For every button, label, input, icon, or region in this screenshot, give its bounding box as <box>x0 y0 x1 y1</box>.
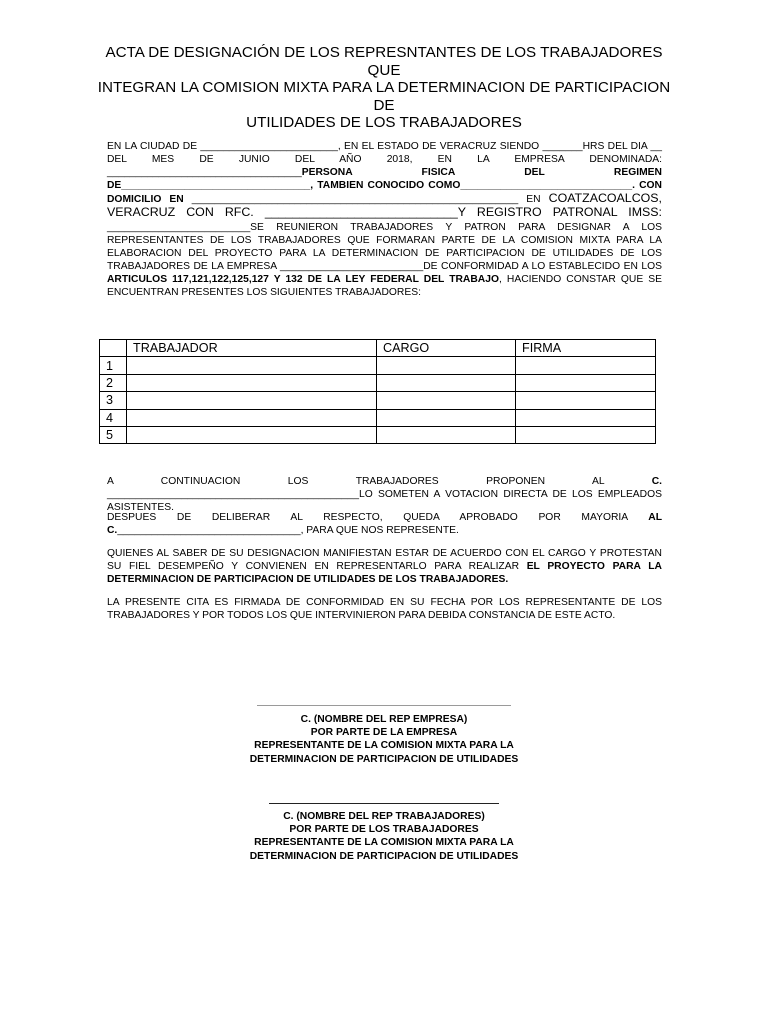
company-rep-role-2: DETERMINACION DE PARTICIPACION DE UTILIDADES <box>249 753 519 765</box>
cargo-cell[interactable] <box>377 392 516 409</box>
trabajador-cell[interactable] <box>127 357 377 374</box>
cargo-cell[interactable] <box>377 374 516 391</box>
closing-paragraph: LA PRESENTE CITA ES FIRMADA DE CONFORMIDAD EN SU FECHA POR LOS REPRESENTANTE DE LOS TRABAJADORES Y POR TODOS LOS QUE INTERVINIERON PARA DEBIDA CONSTANCIA DE ESTE ACTO. <box>107 597 662 622</box>
intro-text-4: , HACIENDO CONSTAR QUE SE ENCUENTRAN PRESENTES LOS SIGUIENTES TRABAJADORES: <box>107 273 662 299</box>
intro-text-1: EN LA CIUDAD DE ________________________, EN EL ESTADO DE VERACRUZ SIENDO _______HRS DEL DIA __ DEL MES DE JUNIO DEL AÑO 2018, EN LA EMPRESA DENOMINADA: __________________________________ <box>107 141 662 179</box>
accept-text: QUIENES AL SABER DE SU DESIGNACION MANIFIESTAN ESTAR DE ACUERDO CON EL CARGO Y PROTESTAN SU FIEL DESEMPEÑO Y CONVIENEN EN REPRESENTARLO PARA REALIZAR <box>107 548 662 573</box>
trabajador-cell[interactable] <box>127 426 377 443</box>
table-header-row <box>100 340 656 357</box>
workers-signature-block <box>200 810 568 863</box>
company-rep-party: POR PARTE DE LA EMPRESA <box>310 727 458 739</box>
intro-text-3: _________________________SE REUNIERON TRABAJADORES Y PATRON PARA DESIGNAR A LOS REPRESENTANTES DE LOS TRABAJADORES QUE FORMARAN PARTE DE LA COMISION MIXTA PARA LA ELABORACION DEL PROYECTO PARA LA DETERMINACION DE PARTICIPACION DE UTILIDADES DE LOS TRABAJADORES DE LA EMPRESA _________________________DE CONFORMIDAD A LO ESTABLECIDO EN LOS <box>107 221 662 272</box>
table-row <box>100 374 656 391</box>
row-number: 2 <box>100 374 127 391</box>
intro-bold-1: PERSONA FISICA DEL REGIMEN DE_________________________________, TAMBIEN CONOCIDO COMO______________________________. CON DOMICILIO EN <box>107 167 662 206</box>
accept-paragraph <box>107 547 662 586</box>
intro-paragraph <box>107 140 662 299</box>
company-signature-block <box>200 713 568 766</box>
company-rep-name: C. (NOMBRE DEL REP EMPRESA) <box>300 714 468 725</box>
propose-text-2: ____________________________________________LO SOMETEN A VOTACION DIRECTA DE LOS EMPLEADOS ASISTENTES. <box>107 489 662 514</box>
company-rep-role-1: REPRESENTANTE DE LA COMISION MIXTA PARA LA <box>254 740 514 752</box>
row-number: 3 <box>100 392 127 409</box>
title-line-2: INTEGRAN LA COMISION MIXTA PARA LA DETERMINACION DE PARTICIPACION DE <box>97 79 671 114</box>
title-line-3: UTILIDADES DE LOS TRABAJADORES <box>246 114 522 131</box>
firma-cell[interactable] <box>516 392 656 409</box>
trabajador-cell[interactable] <box>127 392 377 409</box>
workers-rep-party: POR PARTE DE LOS TRABAJADORES <box>289 824 479 836</box>
company-signature-line[interactable] <box>257 705 511 706</box>
workers-table <box>99 339 656 444</box>
cargo-cell[interactable] <box>377 426 516 443</box>
table-row <box>100 409 656 426</box>
intro-text-2: _________________________________________________________ EN <box>183 194 549 206</box>
title-line-1: ACTA DE DESIGNACIÓN DE LOS REPRESNTANTES DE LOS TRABAJADORES QUE <box>105 44 663 79</box>
propose-bold: C. <box>651 476 662 487</box>
approve-text-2: ________________________________, PARA QUE NOS REPRESENTE. <box>117 525 459 537</box>
firma-cell[interactable] <box>516 426 656 443</box>
table-row <box>100 392 656 409</box>
row-number: 1 <box>100 357 127 374</box>
row-number: 5 <box>100 426 127 443</box>
table-row <box>100 357 656 374</box>
workers-rep-role-1: REPRESENTANTE DE LA COMISION MIXTA PARA LA <box>254 837 514 849</box>
propose-paragraph <box>107 475 662 514</box>
accept-bold: EL PROYECTO PARA LA DETERMINACION DE PARTICIPACION DE UTILIDADES DE LOS TRABAJADORES. <box>107 561 662 586</box>
row-number: 4 <box>100 409 127 426</box>
header-firma: FIRMA <box>516 340 656 357</box>
trabajador-cell[interactable] <box>127 374 377 391</box>
propose-text-1: A CONTINUACION LOS TRABAJADORES PROPONEN AL <box>107 476 652 487</box>
document-title <box>96 44 672 132</box>
approve-paragraph <box>107 511 662 537</box>
approve-text-1: DESPUES DE DELIBERAR AL RESPECTO, QUEDA APROBADO POR MAYORIA <box>107 512 649 523</box>
firma-cell[interactable] <box>516 374 656 391</box>
cargo-cell[interactable] <box>377 357 516 374</box>
header-cargo: CARGO <box>377 340 516 357</box>
intro-articles: ARTICULOS 117,121,122,125,127 Y 132 DE LA LEY FEDERAL DEL TRABAJO <box>107 273 499 285</box>
header-trabajador: TRABAJADOR <box>127 340 377 357</box>
workers-rep-role-2: DETERMINACION DE PARTICIPACION DE UTILIDADES <box>249 850 519 862</box>
table-row <box>100 426 656 443</box>
intro-text-large: COATZACOALCOS, VERACRUZ CON RFC. ____________________________Y REGISTRO PATRONAL IMSS: <box>107 191 662 220</box>
firma-cell[interactable] <box>516 357 656 374</box>
approve-bold: AL C. <box>107 512 662 537</box>
firma-cell[interactable] <box>516 409 656 426</box>
cargo-cell[interactable] <box>377 409 516 426</box>
workers-signature-line[interactable] <box>269 803 499 804</box>
workers-rep-name: C. (NOMBRE DEL REP TRABAJADORES) <box>283 811 485 822</box>
trabajador-cell[interactable] <box>127 409 377 426</box>
header-number-cell <box>100 340 127 357</box>
